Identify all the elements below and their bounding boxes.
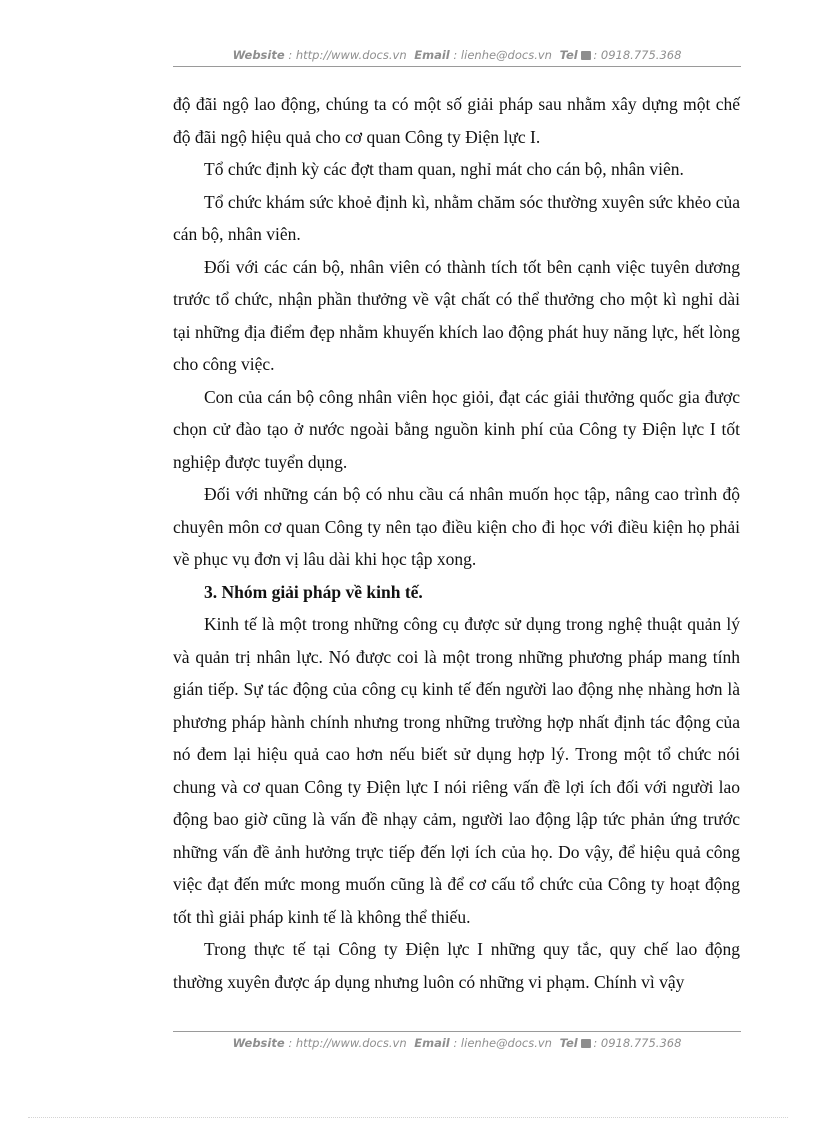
footer-website-label: Website [232, 1036, 285, 1050]
header-email-label: Email [414, 48, 450, 62]
paragraph-7: Kinh tế là một trong những công cụ được sử dụng trong nghệ thuật quản lý và quản trị nhân lực. Nó được coi là một trong những phương pháp mang tính gián tiếp. Sự tác động của công cụ kinh tế đến người lao động nhẹ nhàng hơn là phương pháp hành chính nhưng trong những trường hợp nhất định tác động của nó đem lại hiệu quả cao hơn nếu biết sử dụng hợp lý. Trong một tổ chức nói chung và cơ quan Công ty Điện lực I nói riêng vấn đề lợi ích đối với người lao động bao giờ cũng là vấn đề nhạy cảm, người lao động lập tức phản ứng trước những vấn đề ảnh hưởng trực tiếp đến lợi ích của họ. Do vậy, để hiệu quả công việc đạt đến mức mong muốn cũng là để cơ cấu tổ chức của Công ty hoạt động tốt thì giải pháp kinh tế là không thể thiếu. [173, 614, 740, 927]
footer-website-url[interactable]: : http://www.docs.vn [288, 1036, 407, 1050]
footer-email-label: Email [414, 1036, 450, 1050]
document-body [173, 88, 740, 998]
page-bottom-border [28, 1117, 788, 1118]
paragraph-1: độ đãi ngộ lao động, chúng ta có một số giải pháp sau nhằm xây dựng một chế độ đãi ngộ hiệu quả cho cơ quan Công ty Điện lực I. [173, 94, 740, 147]
header-rule [173, 66, 741, 67]
paragraph-6: Đối với những cán bộ có nhu cầu cá nhân muốn học tập, nâng cao trình độ chuyên môn cơ quan Công ty nên tạo điều kiện cho đi học với điều kiện họ phải về phục vụ đơn vị lâu dài khi học tập xong. [173, 484, 740, 569]
header-website-label: Website [232, 48, 285, 62]
section-heading: 3. Nhóm giải pháp về kinh tế. [204, 581, 423, 602]
header-tel-value: : 0918.775.368 [593, 48, 682, 62]
paragraph-4: Đối với các cán bộ, nhân viên có thành tích tốt bên cạnh việc tuyên dương trước tổ chức, nhận phần thưởng về vật chất có thể thưởng cho một kì nghỉ dài tại những địa điểm đẹp nhằm khuyến khích lao động phát huy năng lực, hết lòng cho công việc. [173, 256, 740, 374]
phone-icon [581, 51, 591, 60]
phone-icon [581, 1039, 591, 1048]
page-footer [173, 1036, 741, 1050]
page-header [173, 48, 741, 62]
footer-tel-value: : 0918.775.368 [593, 1036, 682, 1050]
header-email-value[interactable]: : lienhe@docs.vn [453, 48, 552, 62]
header-tel-label: Tel [559, 48, 578, 62]
paragraph-3: Tổ chức khám sức khoẻ định kì, nhằm chăm sóc thường xuyên sức khẻo của cán bộ, nhân viên. [173, 191, 740, 244]
footer-email-value[interactable]: : lienhe@docs.vn [453, 1036, 552, 1050]
paragraph-2: Tổ chức định kỳ các đợt tham quan, nghỉ mát cho cán bộ, nhân viên. [204, 159, 684, 179]
header-website-url[interactable]: : http://www.docs.vn [288, 48, 407, 62]
paragraph-8: Trong thực tế tại Công ty Điện lực I những quy tắc, quy chế lao động thường xuyên được áp dụng nhưng luôn có những vi phạm. Chính vì vậy [173, 939, 740, 992]
footer-rule [173, 1031, 741, 1032]
footer-tel-label: Tel [559, 1036, 578, 1050]
paragraph-5: Con của cán bộ công nhân viên học giỏi, đạt các giải thưởng quốc gia được chọn cử đào tạo ở nước ngoài bằng nguồn kinh phí của Công ty Điện lực I tốt nghiệp được tuyển dụng. [173, 386, 740, 472]
